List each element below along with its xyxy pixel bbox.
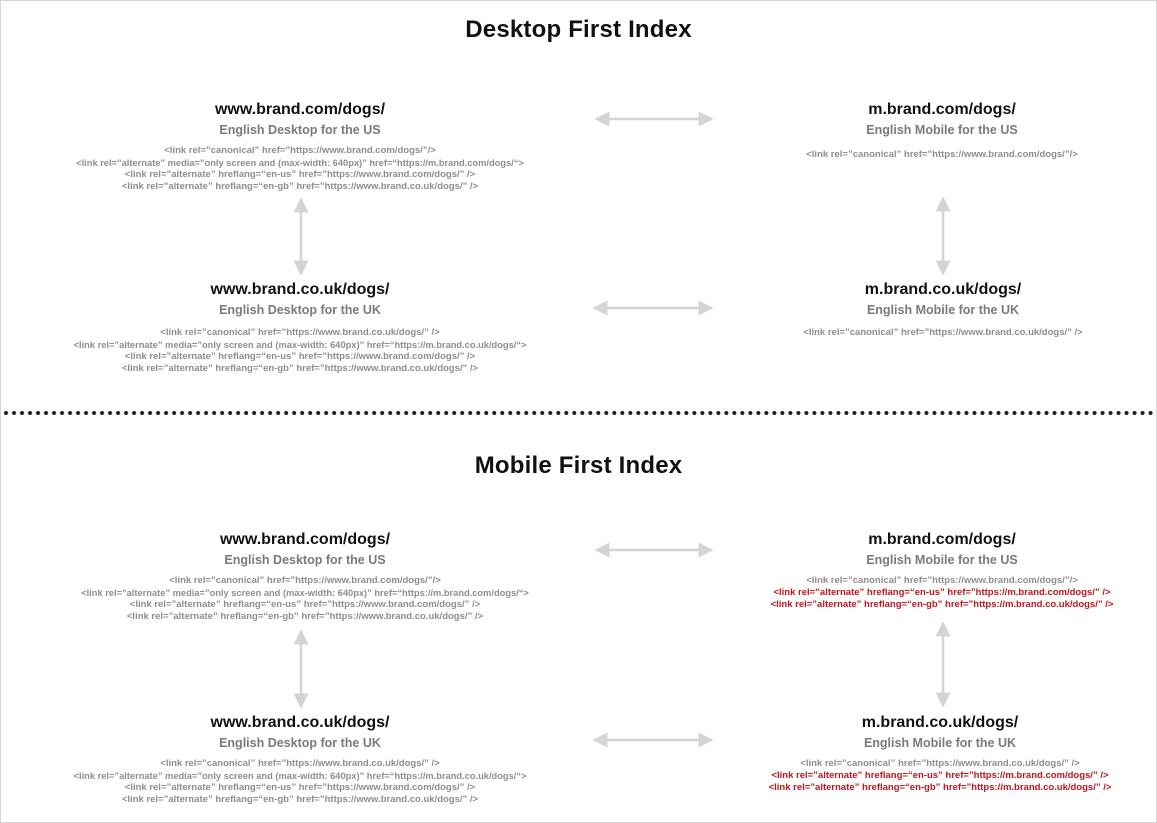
node-url: www.brand.co.uk/dogs/ (210, 281, 390, 298)
code-line: <link rel=”alternate” hreflang=“en-gb” href=”https://www.brand.co.uk/dogs/” /> (121, 794, 479, 805)
code-line: <link rel=”alternate” hreflang=“en-us” href=”https://www.brand.com/dogs/” /> (129, 599, 481, 610)
node-url: www.brand.com/dogs/ (219, 531, 391, 548)
node-description: English Mobile for the US (866, 123, 1018, 137)
code-line: <link rel=”alternate” media=”only screen and (max-width: 640px)” href=“https://m.brand.co.uk/dogs/“> (73, 340, 527, 350)
section-title-mobile-first: Mobile First Index (474, 452, 683, 479)
code-line-highlighted: <link rel=”alternate” hreflang=“en-us” href=”https://m.brand.com/dogs/” /> (771, 770, 1109, 781)
code-line: <link rel=”canonical” href=”https://www.brand.com/dogs/”/> (806, 575, 1078, 586)
code-line: <link rel=”canonical” href=”https://www.brand.com/dogs/”/> (169, 575, 441, 586)
node-url: m.brand.co.uk/dogs/ (864, 281, 1022, 298)
code-line: <link rel=”alternate” hreflang=“en-gb” href=”https://www.brand.co.uk/dogs/” /> (121, 181, 479, 192)
code-line-highlighted: <link rel=”alternate” hreflang=“en-gb” href=”https://m.brand.co.uk/dogs/” /> (768, 782, 1112, 793)
section-title-desktop-first: Desktop First Index (465, 16, 692, 43)
code-line: <link rel=”canonical” href=”https://www.brand.com/dogs/”/> (164, 145, 436, 156)
code-line: <link rel=”canonical” href=”https://www.brand.co.uk/dogs/” /> (803, 327, 1083, 338)
code-line: <link rel=”canonical” href=”https://www.brand.co.uk/dogs/” /> (160, 758, 440, 769)
code-line: <link rel=”alternate” hreflang=“en-us” href=”https://www.brand.com/dogs/” /> (124, 782, 476, 793)
node-url: m.brand.com/dogs/ (868, 531, 1016, 548)
node-description: English Mobile for the US (866, 553, 1018, 567)
code-line: <link rel=”alternate” media=”only screen and (max-width: 640px)” href=“https://m.brand.co.uk/dogs/“> (73, 771, 527, 781)
code-line: <link rel=”canonical” href=”https://www.brand.co.uk/dogs/” /> (800, 758, 1080, 769)
node-description: English Desktop for the UK (219, 736, 381, 750)
node-description: English Desktop for the US (219, 123, 381, 137)
code-line: <link rel=”alternate” hreflang=“en-gb” href=”https://www.brand.co.uk/dogs/” /> (121, 363, 479, 374)
code-line: <link rel=”alternate” hreflang=“en-us” href=”https://www.brand.com/dogs/” /> (124, 351, 476, 362)
node-description: English Desktop for the UK (219, 303, 381, 317)
code-line-highlighted: <link rel=”alternate” hreflang=“en-us” href=”https://m.brand.com/dogs/” /> (773, 587, 1111, 598)
node-url: www.brand.com/dogs/ (214, 101, 386, 118)
code-line-highlighted: <link rel=”alternate” hreflang=“en-gb” href=”https://m.brand.co.uk/dogs/” /> (770, 599, 1114, 610)
node-description: English Desktop for the US (224, 553, 386, 567)
code-line: <link rel=”canonical” href=”https://www.brand.com/dogs/”/> (806, 149, 1078, 160)
code-line: <link rel=”alternate” hreflang=“en-us” href=”https://www.brand.com/dogs/” /> (124, 169, 476, 180)
code-line: <link rel=”alternate” media=”only screen and (max-width: 640px)” href=“https://m.brand.com/dogs/“> (76, 158, 524, 168)
code-line: <link rel=”alternate” hreflang=“en-gb” href=”https://www.brand.co.uk/dogs/” /> (126, 611, 484, 622)
code-line: <link rel=”alternate” media=”only screen and (max-width: 640px)” href=“https://m.brand.com/dogs/“> (81, 588, 529, 598)
node-url: m.brand.com/dogs/ (868, 101, 1016, 118)
node-description: English Mobile for the UK (863, 736, 1017, 750)
node-url: m.brand.co.uk/dogs/ (861, 714, 1019, 731)
node-url: www.brand.co.uk/dogs/ (210, 714, 390, 731)
node-description: English Mobile for the UK (866, 303, 1020, 317)
code-line: <link rel=”canonical” href=”https://www.brand.co.uk/dogs/” /> (160, 327, 440, 338)
